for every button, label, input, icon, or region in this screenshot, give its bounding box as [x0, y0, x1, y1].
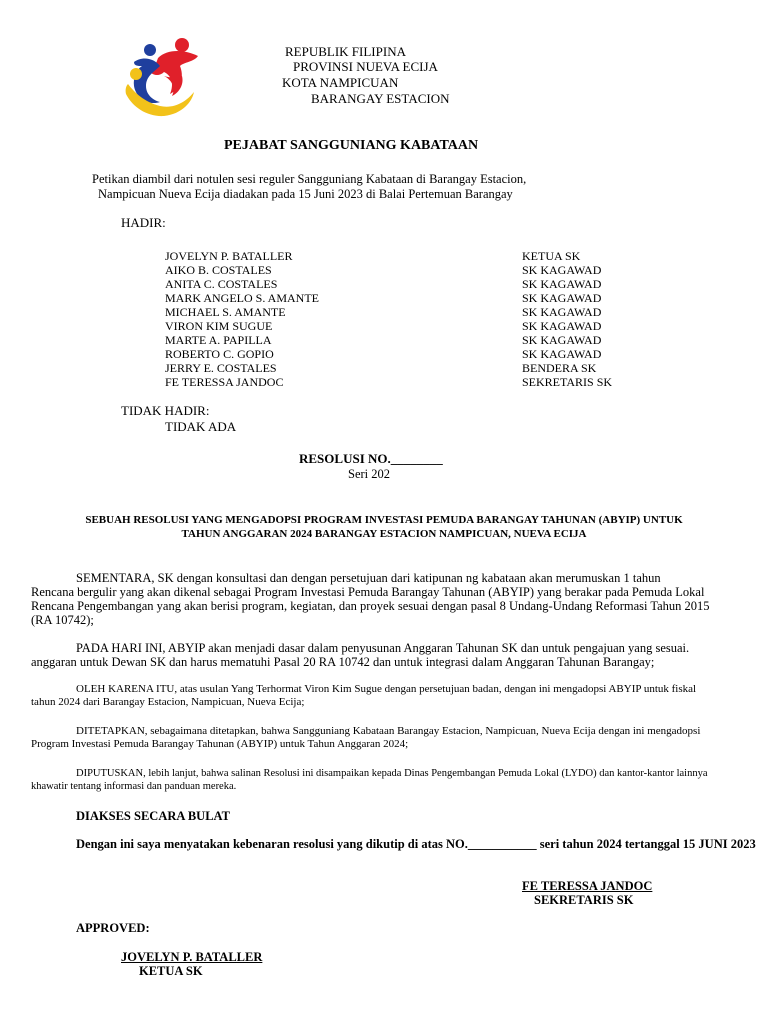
today-clause [31, 641, 761, 669]
secretary-name: FE TERESSA JANDOC [522, 879, 653, 893]
member-role: BENDERA SK [522, 361, 597, 375]
resolution-series: Seri 202 [348, 467, 391, 481]
clause-line: Program Investasi Pemuda Barangay Tahunan (ABYIP) untuk Tahun Anggaran 2024; [31, 738, 409, 750]
member-name: AIKO B. COSTALES [165, 263, 272, 277]
member-role: SK KAGAWAD [522, 263, 602, 277]
clause-line: SEMENTARA, SK dengan konsultasi dan dengan persetujuan dari katipunan ng kabataan akan merumuskan 1 tahun [76, 571, 661, 585]
clause-line: (RA 10742); [31, 613, 94, 627]
office-title: PEJABAT SANGGUNIANG KABATAAN [224, 138, 479, 153]
clause-line: Rencana Pengembangan yang akan berisi program, kegiatan, dan proyek sesuai dengan pasal 8 Undang-Undang Reformasi Tahun 2015 [31, 599, 710, 613]
city-line: KOTA NAMPICUAN [282, 75, 399, 90]
member-role: SK KAGAWAD [522, 291, 602, 305]
clause-line: OLEH KARENA ITU, atas usulan Yang Terhormat Viron Kim Sugue dengan persetujuan badan, dengan ini mengadopsi ABYIP untuk fiskal [76, 683, 697, 695]
excerpt-line-2: Nampicuan Nueva Ecija diadakan pada 15 Juni 2023 di Balai Pertemuan Barangay [98, 187, 513, 201]
clause-line: anggaran untuk Dewan SK dan harus mematuhi Pasal 20 RA 10742 dan untuk integrasi dalam Anggaran Tahunan Barangay; [31, 655, 655, 669]
member-name: VIRON KIM SUGUE [165, 319, 273, 333]
absent-value: TIDAK ADA [165, 419, 237, 434]
chair-title: KETUA SK [139, 964, 203, 978]
resolution-title-line-1: SEBUAH RESOLUSI YANG MENGADOPSI PROGRAM INVESTASI PEMUDA BARANGAY TAHUNAN (ABYIP) UNTUK [85, 514, 683, 526]
whereas-clause [31, 571, 761, 627]
member-name: MARTE A. PAPILLA [165, 333, 272, 347]
excerpt-line-1: Petikan diambil dari notulen sesi reguler Sangguniang Kabataan di Barangay Estacion, [92, 172, 527, 186]
member-role: SEKRETARIS SK [522, 375, 613, 389]
certification-statement: Dengan ini saya menyatakan kebenaran resolusi yang dikutip di atas NO.___________ seri tahun 2024 tertanggal 15 JUNI 2023 [76, 837, 756, 851]
barangay-line: BARANGAY ESTACION [311, 91, 450, 106]
decided-clause [31, 767, 761, 793]
clause-line: DITETAPKAN, sebagaimana ditetapkan, bahwa Sangguniang Kabataan Barangay Estacion, Nampicuan, Nueva Ecija dengan ini mengadopsi [76, 725, 701, 737]
clause-line: tahun 2024 dari Barangay Estacion, Nampicuan, Nueva Ecija; [31, 696, 305, 708]
chair-name: JOVELYN P. BATALLER [121, 950, 263, 964]
member-role: SK KAGAWAD [522, 347, 602, 361]
therefore-clause [31, 683, 761, 709]
member-name: MARK ANGELO S. AMANTE [165, 291, 320, 305]
present-label: HADIR: [121, 215, 166, 230]
member-name: JERRY E. COSTALES [165, 361, 277, 375]
member-role: SK KAGAWAD [522, 277, 602, 291]
sk-logo-figure-icon [124, 36, 204, 118]
member-role: KETUA SK [522, 249, 581, 263]
member-name: JOVELYN P. BATALLER [165, 249, 293, 263]
member-name: ROBERTO C. GOPIO [165, 347, 274, 361]
member-name: ANITA C. COSTALES [165, 277, 278, 291]
member-role: SK KAGAWAD [522, 333, 602, 347]
province-line: PROVINSI NUEVA ECIJA [293, 59, 438, 74]
member-role: SK KAGAWAD [522, 305, 602, 319]
secretary-title: SEKRETARIS SK [534, 893, 634, 907]
clause-line: PADA HARI INI, ABYIP akan menjadi dasar dalam penyusunan Anggaran Tahunan SK dan untuk pengajuan yang sesuai. [76, 641, 690, 655]
clause-line: DIPUTUSKAN, lebih lanjut, bahwa salinan Resolusi ini disampaikan kepada Dinas Pengembangan Pemuda Lokal (LYDO) dan kantor-kantor lainnya [76, 768, 708, 779]
clause-line: khawatir tentang informasi dan panduan mereka. [31, 781, 237, 792]
republic-line: REPUBLIK FILIPINA [285, 44, 406, 59]
clause-line: Rencana bergulir yang akan dikenal sebagai Program Investasi Pemuda Barangay Tahunan (ABYIP) yang berakar pada Pemuda Lokal [31, 585, 705, 599]
resolution-title-line-2: TAHUN ANGGARAN 2024 BARANGAY ESTACION NAMPICUAN, NUEVA ECIJA [181, 528, 587, 540]
member-name: FE TERESSA JANDOC [165, 375, 284, 389]
sk-logo [124, 36, 204, 118]
resolution-number: RESOLUSI NO.________ [299, 451, 443, 466]
member-role: SK KAGAWAD [522, 319, 602, 333]
unanimous-statement: DIAKSES SECARA BULAT [76, 809, 230, 823]
absent-label: TIDAK HADIR: [121, 403, 210, 418]
member-name: MICHAEL S. AMANTE [165, 305, 286, 319]
resolved-clause [31, 725, 761, 751]
approved-label: APPROVED: [76, 921, 150, 935]
